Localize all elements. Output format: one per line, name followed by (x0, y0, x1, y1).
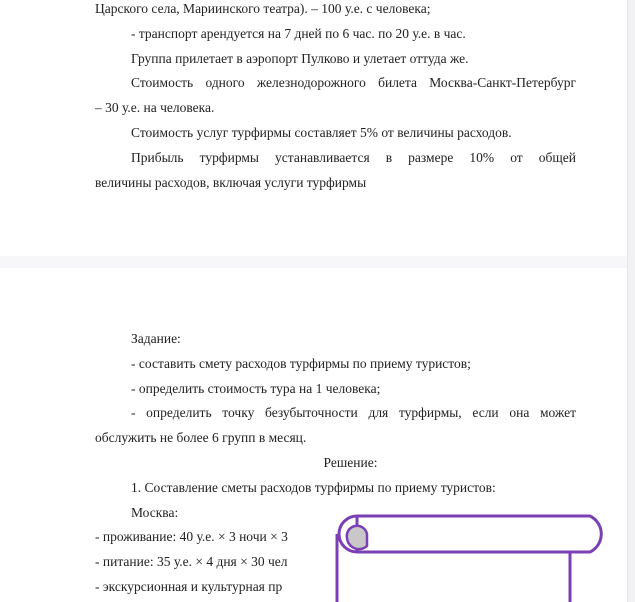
text-line: - питание: 35 у.е. × 4 дня × 30 чел (95, 554, 288, 570)
text-line: - экскурсионная и культурная пр (95, 578, 283, 594)
text-line: Стоимость услуг турфирмы составляет 5% от величины расходов. (131, 124, 512, 140)
text-line: 1. Составление сметы расходов турфирмы по приему туристов: (131, 479, 496, 495)
text-line: Стоимость одного железнодорожного билета Москва-Санкт-Петербург (131, 75, 576, 91)
text-line: - транспорт арендуется на 7 дней по 6 час. по 20 у.е. в час. (131, 25, 466, 41)
vertical-scrollbar[interactable] (627, 0, 635, 602)
text-line: обслужить не более 6 групп в месяц. (95, 430, 307, 446)
text-line: - составить смету расходов турфирмы по приему туристов; (131, 355, 471, 371)
text-line: Группа прилетает в аэропорт Пулково и улетает оттуда же. (131, 50, 469, 66)
text-line: Решение: (323, 454, 378, 470)
text-line: – 30 у.е. на человека. (95, 100, 215, 116)
text-line: - проживание: 40 у.е. × 3 ночи × 3 (95, 529, 288, 545)
document-page-upper (0, 0, 628, 256)
text-line: Москва: (131, 504, 179, 520)
text-line: - определить точку безубыточности для турфирмы, если она может (131, 405, 576, 421)
text-line: величины расходов, включая услуги турфирмы (95, 174, 367, 190)
text-line: Прибыль турфирмы устанавливается в размере 10% от общей (131, 149, 576, 165)
text-line: - определить стоимость тура на 1 человека; (131, 380, 381, 396)
upper-text-block (95, 0, 576, 195)
scroll-icon (335, 512, 615, 602)
text-line: Царского села, Мариинского театра). – 100 у.е. с человека; (95, 1, 431, 16)
text-line: Задание: (131, 331, 181, 346)
